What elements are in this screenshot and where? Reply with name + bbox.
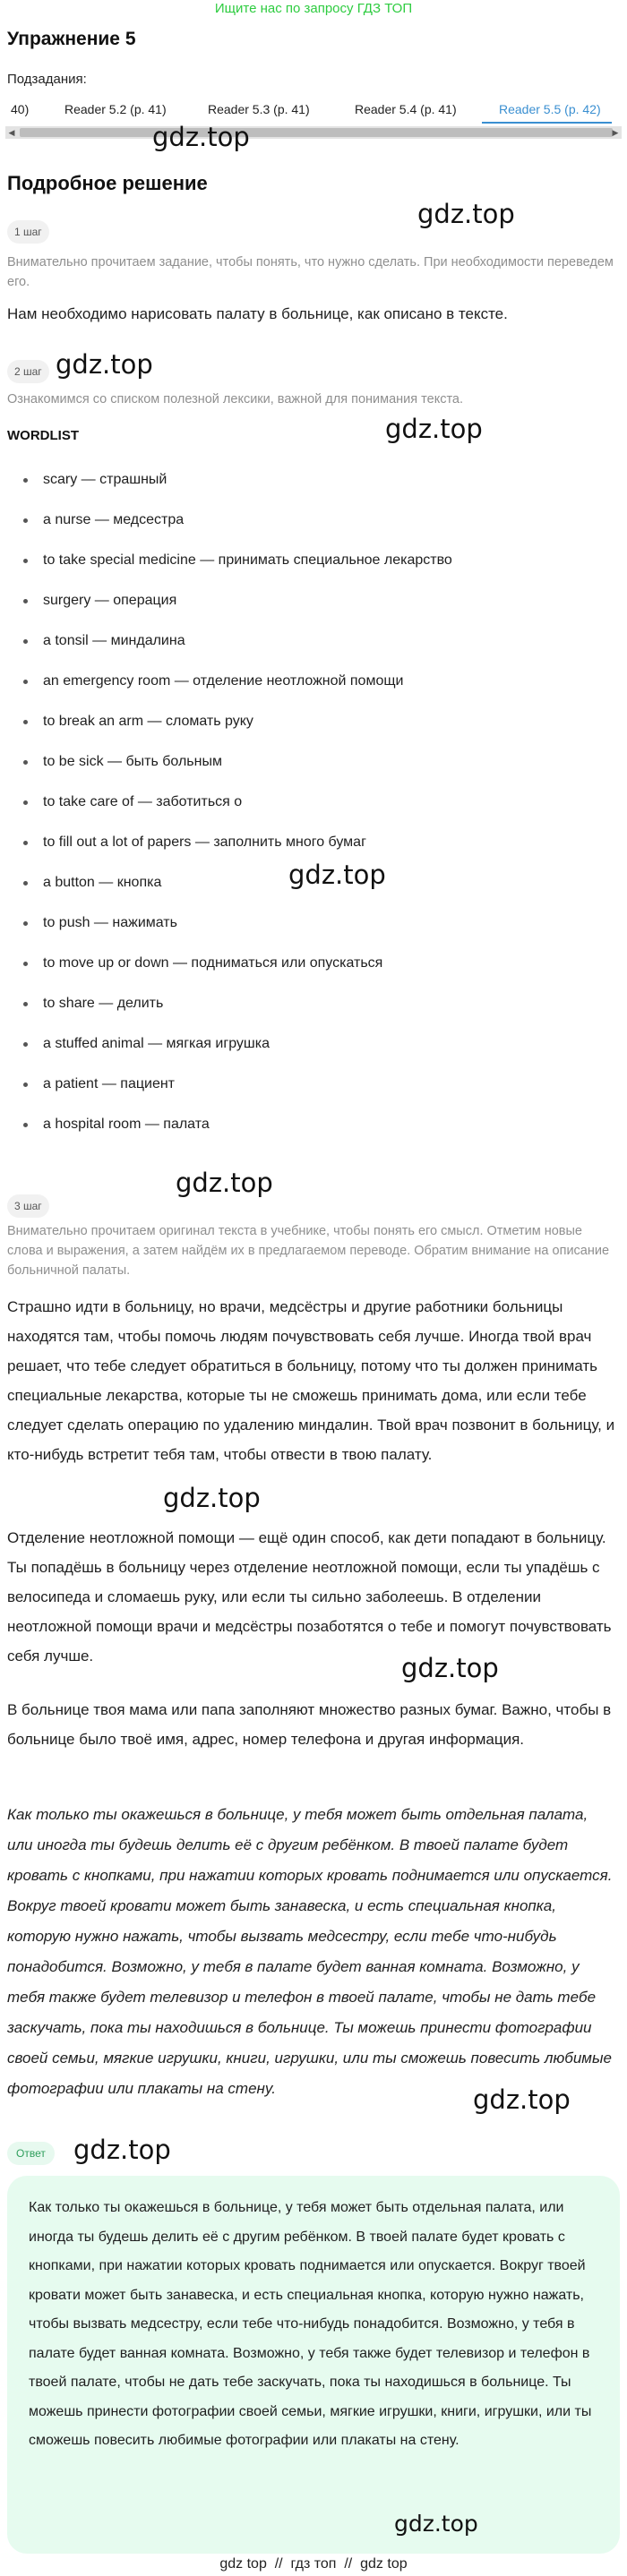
answer-box <box>7 2176 620 2554</box>
step-3-paragraph-1: Страшно идти в больницу, но врачи, медсёстры и другие работники больницы находятся там, чтобы помочь людям почувствовать себя лучше. Иногда твой врач решает, что тебе следует обратиться в больницу, потому что ты должен принимать специальные лекарства, которые ты не сможешь принимать дома, или если тебе следует сделать операцию по удалению миндалин. Твой врач позвонит в больницу, и кто-нибудь встретит тебя там, чтобы отвести в твою палату. <box>7 1298 615 1463</box>
bullet-icon <box>23 881 28 886</box>
bullet-icon <box>23 841 28 845</box>
triangle-right-icon[interactable]: ▶ <box>612 128 619 137</box>
list-item: a button — кнопка <box>0 869 627 910</box>
watermark: gdz.top <box>401 1653 499 1683</box>
section-title: Подробное решение <box>7 172 208 194</box>
list-item: to push — нажимать <box>0 910 627 950</box>
bullet-icon <box>23 962 28 966</box>
tabs-scrollbar[interactable] <box>5 126 622 139</box>
wordlist-title: WORDLIST <box>7 428 79 443</box>
step-3-paragraph-2: Отделение неотложной помощи — ещё один способ, как дети попадают в больницу. Ты попадёшь в больницу через отделение неотложной помощи, если ты упадёшь с велосипеда и сломаешь руку, или если ты сильно заболеешь. В отделении неотложной помощи врачи и медсёстры позаботятся о тебе и помогут почувствовать себя лучше. <box>7 1529 612 1665</box>
triangle-left-icon[interactable]: ◀ <box>8 128 15 137</box>
list-item: surgery — операция <box>0 587 627 628</box>
bullet-icon <box>23 1123 28 1127</box>
tab-reader-5-2[interactable]: Reader 5.2 (p. 41) <box>64 102 167 116</box>
active-tab-indicator <box>482 122 612 124</box>
list-item: a patient — пациент <box>0 1071 627 1111</box>
list-item: scary — страшный <box>0 466 627 507</box>
bullet-icon <box>23 599 28 603</box>
list-item: to take care of — заботиться о <box>0 789 627 829</box>
bullet-icon <box>23 518 28 523</box>
watermark: gdz.top <box>288 860 386 890</box>
step-2-badge: 2 шаг <box>7 360 49 383</box>
footer-links[interactable]: gdz top // гдз топ // gdz top <box>219 2556 408 2572</box>
watermark: gdz.top <box>152 122 250 152</box>
list-item: to break an arm — сломать руку <box>0 708 627 749</box>
bullet-icon <box>23 559 28 563</box>
bullet-icon <box>23 1083 28 1087</box>
list-item: to move up or down — подниматься или опускаться <box>0 950 627 990</box>
list-item: a tonsil — миндалина <box>0 628 627 668</box>
list-item: to be sick — быть больным <box>0 749 627 789</box>
wordlist <box>0 466 627 1151</box>
step-3-hint: Внимательно прочитаем оригинал текста в учебнике, чтобы понять его смысл. Отметим новые слова и выражения, а затем найдём их в предлагаемом переводе. Обратим внимание на описание больничной палаты. <box>7 1224 610 1278</box>
list-item: an emergency room — отделение неотложной помощи <box>0 668 627 708</box>
top-banner: Ищите нас по запросу ГДЗ ТОП <box>214 1 413 16</box>
bullet-icon <box>23 680 28 684</box>
subtasks-label: Подзадания: <box>7 72 87 87</box>
list-item: to share — делить <box>0 990 627 1031</box>
list-item: to take special medicine — принимать специальное лекарство <box>0 547 627 587</box>
watermark: gdz.top <box>385 414 483 444</box>
tab-reader-5-3[interactable]: Reader 5.3 (p. 41) <box>208 102 310 116</box>
bullet-icon <box>23 1002 28 1006</box>
watermark: gdz.top <box>473 2084 571 2115</box>
tab-reader-5-1[interactable]: 40) <box>11 102 30 116</box>
step-3-paragraph-3: В больнице твоя мама или папа заполняют множество разных бумаг. Важно, чтобы в больнице было твоё имя, адрес, номер телефона и другая информация. <box>7 1701 612 1748</box>
step-3-italic-paragraph: Как только ты окажешься в больнице, у тебя может быть отдельная палата, или иногда ты будешь делить её с другим ребёнком. В твоей палате будет кровать с кнопками, при нажатии которых кровать поднимается или опускается. Вокруг твоей кровати может быть занавеска, и есть специальная кнопка, которую нужно нажать, чтобы вызвать медсестру, если тебе что-нибудь понадобится. Возможно, у тебя в палате будет ванная комната. Возможно, у тебя также будет телевизор и телефон в твоей палате, чтобы не дать тебе заскучать, пока ты находишься в больнице. Ты можешь принести фотографии своей семьи, мягкие игрушки, книги, игрушки, или ты сможешь повесить любимые фотографии или плакаты на стену. <box>7 1806 613 2097</box>
bullet-icon <box>23 478 28 483</box>
list-item: a stuffed animal — мягкая игрушка <box>0 1031 627 1071</box>
scrollbar-thumb[interactable] <box>20 128 613 137</box>
bullet-icon <box>23 800 28 805</box>
watermark: gdz.top <box>394 2511 478 2537</box>
bullet-icon <box>23 639 28 644</box>
bullet-icon <box>23 760 28 765</box>
step-2-hint: Ознакомимся со списком полезной лексики, важной для понимания текста. <box>7 392 464 407</box>
step-3-badge: 3 шаг <box>7 1194 49 1218</box>
bullet-icon <box>23 1042 28 1047</box>
watermark: gdz.top <box>163 1483 261 1513</box>
bullet-icon <box>23 720 28 724</box>
list-item: a nurse — медсестра <box>0 507 627 547</box>
tab-reader-5-4[interactable]: Reader 5.4 (p. 41) <box>355 102 457 116</box>
step-1-badge: 1 шаг <box>7 220 49 244</box>
answer-text: Как только ты окажешься в больнице, у тебя может быть отдельная палата, или иногда ты будешь делить её с другим ребёнком. В твоей палате будет кровать с кнопками, при нажатии которых кровать поднимается или опускается. Вокруг твоей кровати может быть занавеска, и есть специальная кнопка, которую нужно нажать, чтобы вызвать медсестру, если тебе что-нибудь понадобится. Возможно, у тебя в палате будет ванная комната. Возможно, у тебя также будет телевизор и телефон в твоей палате, чтобы не дать тебе заскучать, пока ты находишься в больнице. Ты можешь принести фотографии своей семьи, мягкие игрушки, книги, игрушки, или ты сможешь повесить любимые фотографии или плакаты на стену. <box>29 2200 592 2448</box>
page-title: Упражнение 5 <box>7 29 136 49</box>
tab-reader-5-5[interactable]: Reader 5.5 (p. 42) <box>499 102 601 116</box>
step-1-text: Нам необходимо нарисовать палату в больнице, как описано в тексте. <box>7 305 508 322</box>
watermark: gdz.top <box>417 199 515 229</box>
watermark: gdz.top <box>73 2135 171 2165</box>
subtask-tabs <box>0 97 627 122</box>
answer-badge: Ответ <box>7 2142 55 2165</box>
list-item: to fill out a lot of papers — заполнить много бумаг <box>0 829 627 869</box>
bullet-icon <box>23 921 28 926</box>
watermark: gdz.top <box>176 1168 273 1198</box>
step-1-hint: Внимательно прочитаем задание, чтобы понять, что нужно сделать. При необходимости переведем его. <box>7 255 614 289</box>
list-item: a hospital room — палата <box>0 1111 627 1151</box>
watermark: gdz.top <box>56 349 153 380</box>
